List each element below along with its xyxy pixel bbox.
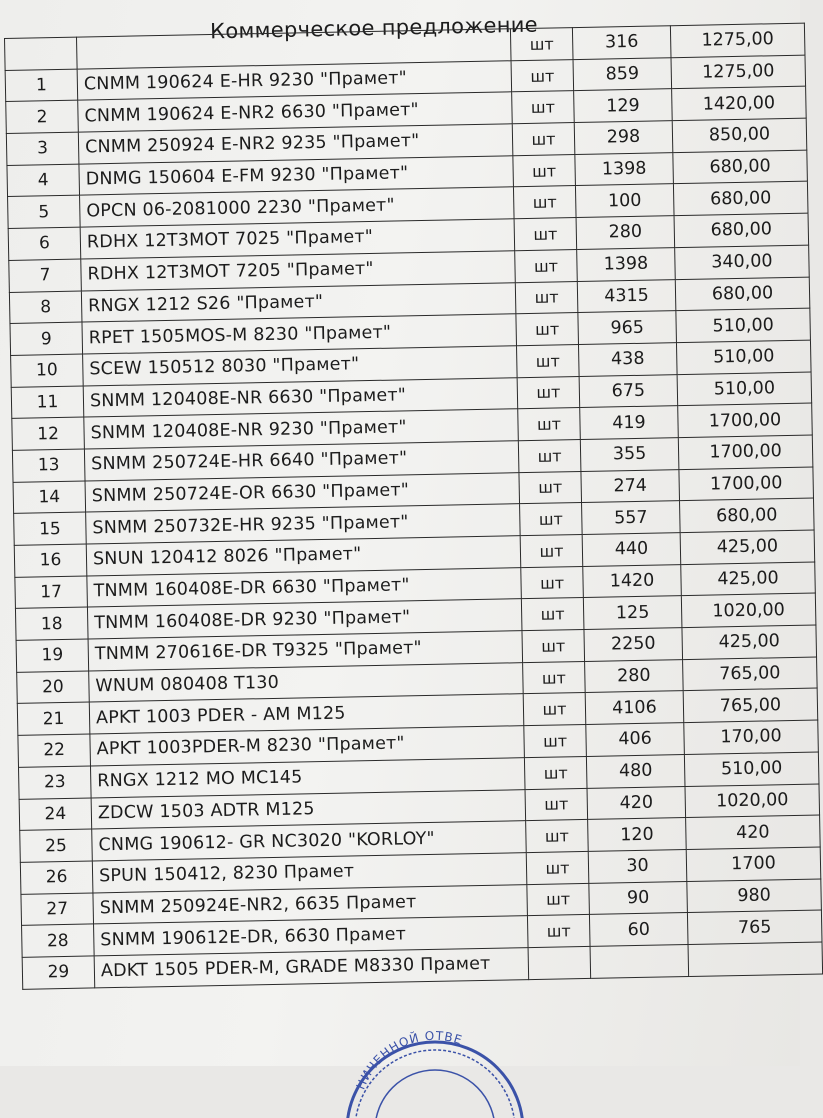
row-number: 15 [14, 512, 87, 545]
quantity-cell: 60 [589, 913, 688, 947]
unit-cell: шт [524, 756, 587, 789]
product-name: RDHX 12T3MOT 7025 "Прамет" [80, 219, 515, 259]
product-name: SNMM 250732E-HR 9235 "Прамет" [86, 504, 521, 544]
row-number: 12 [12, 417, 85, 450]
product-name: SPUN 150412, 8230 Прамет [92, 852, 527, 892]
quantity-cell [590, 944, 689, 978]
unit-cell: шт [523, 661, 586, 694]
company-stamp-icon [315, 1018, 525, 1118]
product-name: SCEW 150512 8030 "Прамет" [83, 346, 518, 386]
product-name: TNMM 160408E-DR 6630 "Прамет" [87, 567, 522, 607]
price-cell: 510,00 [684, 752, 819, 786]
row-number: 4 [7, 164, 80, 197]
row-number: 11 [11, 386, 84, 419]
price-cell: 425,00 [680, 530, 815, 564]
price-cell: 1020,00 [685, 783, 820, 817]
row-number: 5 [8, 196, 81, 229]
price-cell: 510,00 [676, 340, 811, 374]
unit-cell [528, 946, 591, 979]
product-name: SNMM 120408E-NR 9230 "Прамет" [84, 409, 519, 449]
quantity-cell: 120 [588, 818, 687, 852]
row-number: 18 [15, 607, 88, 640]
unit-cell: шт [511, 59, 574, 92]
price-cell: 850,00 [672, 118, 807, 152]
unit-cell: шт [516, 344, 579, 377]
row-number [5, 37, 78, 70]
product-name: OPCN 06-2081000 2230 "Прамет" [80, 187, 515, 227]
product-name: TNMM 160408E-DR 9230 "Прамет" [87, 599, 522, 639]
row-number: 9 [10, 322, 83, 355]
quantity-cell: 859 [573, 57, 672, 91]
product-name: SNMM 250724E-OR 6630 "Прамет" [85, 472, 520, 512]
price-cell: 170,00 [684, 720, 819, 754]
price-cell: 680,00 [673, 150, 808, 184]
product-name: RNGX 1212 S26 "Прамет" [81, 282, 516, 322]
quantity-cell: 965 [578, 311, 677, 345]
product-name: WNUM 080408 T130 [89, 662, 524, 702]
row-number: 27 [21, 893, 94, 926]
svg-text:НИЧЕННОЙ ОТВЕ [353, 1029, 464, 1092]
unit-cell: шт [521, 566, 584, 599]
price-cell: 680,00 [675, 277, 810, 311]
quantity-cell: 125 [583, 596, 682, 630]
quantity-cell: 419 [580, 406, 679, 440]
price-cell: 680,00 [673, 182, 808, 216]
row-number: 13 [12, 449, 85, 482]
product-name: APKT 1003PDER-M 8230 "Прамет" [90, 726, 525, 766]
unit-cell: шт [527, 915, 590, 948]
quantity-cell: 1420 [583, 564, 682, 598]
unit-cell: шт [526, 851, 589, 884]
quantity-cell: 440 [582, 533, 681, 567]
unit-cell: шт [512, 123, 575, 156]
unit-cell: шт [527, 883, 590, 916]
row-number: 26 [20, 861, 93, 894]
price-cell: 425,00 [682, 625, 817, 659]
row-number: 23 [19, 766, 92, 799]
quantity-cell: 280 [585, 659, 684, 693]
product-name: CNMM 190624 E-HR 9230 "Прамет" [77, 60, 512, 100]
row-number: 16 [14, 544, 87, 577]
quantity-cell: 1398 [575, 152, 674, 186]
quantity-cell: 675 [579, 374, 678, 408]
quantity-cell: 100 [575, 184, 674, 218]
row-number: 21 [17, 702, 90, 735]
row-number: 29 [22, 956, 95, 989]
quantity-cell: 438 [578, 343, 677, 377]
unit-cell: шт [524, 725, 587, 758]
price-cell: 340,00 [675, 245, 810, 279]
price-cell: 1700 [686, 847, 821, 881]
unit-cell: шт [526, 820, 589, 853]
row-number: 24 [19, 797, 92, 830]
price-cell: 1275,00 [670, 23, 805, 57]
price-cell [688, 942, 823, 976]
row-number: 17 [15, 576, 88, 609]
quantity-cell: 274 [581, 469, 680, 503]
quantity-cell: 1398 [577, 247, 676, 281]
row-number: 7 [9, 259, 82, 292]
unit-cell: шт [516, 313, 579, 346]
product-name: ZDCW 1503 ADTR M125 [91, 789, 526, 829]
quantity-cell: 4315 [577, 279, 676, 313]
unit-cell: шт [521, 598, 584, 631]
unit-cell: шт [520, 534, 583, 567]
row-number: 8 [9, 291, 82, 324]
unit-cell: шт [525, 788, 588, 821]
unit-cell: шт [523, 693, 586, 726]
product-name: RPET 1505MOS-M 8230 "Прамет" [82, 314, 517, 354]
offer-table-wrapper [4, 23, 822, 990]
unit-cell: шт [512, 91, 575, 124]
unit-cell: шт [520, 503, 583, 536]
product-name: SNMM 120408E-NR 6630 "Прамет" [83, 377, 518, 417]
price-cell: 1700,00 [678, 435, 813, 469]
unit-cell: шт [514, 218, 577, 251]
product-name: ADKT 1505 PDER-M, GRADE M8330 Прамет [94, 948, 529, 988]
product-name: TNMM 270616E-DR T9325 "Прамет" [88, 631, 523, 671]
product-name: CNMM 250924 E-NR2 9235 "Прамет" [78, 124, 513, 164]
quantity-cell: 30 [588, 849, 687, 883]
document-title: Коммерческое предложение [209, 12, 539, 44]
row-number: 28 [22, 924, 95, 957]
quantity-cell: 557 [582, 501, 681, 535]
unit-cell: шт [510, 28, 573, 61]
product-name: RNGX 1212 MO MC145 [90, 757, 525, 797]
unit-cell: шт [513, 154, 576, 187]
price-cell: 425,00 [681, 562, 816, 596]
price-cell: 1020,00 [681, 593, 816, 627]
product-name: SNMM 250924E-NR2, 6635 Прамет [93, 884, 528, 924]
product-name: SNMM 250724E-HR 6640 "Прамет" [84, 441, 519, 481]
price-cell: 680,00 [674, 213, 809, 247]
row-number: 25 [20, 829, 93, 862]
product-name: DNMG 150604 E-FM 9230 "Прамет" [79, 156, 514, 196]
quantity-cell: 355 [580, 438, 679, 472]
unit-cell: шт [519, 471, 582, 504]
unit-cell: шт [515, 249, 578, 282]
row-number: 3 [6, 132, 79, 165]
quantity-cell: 90 [589, 881, 688, 915]
unit-cell: шт [517, 376, 580, 409]
row-number: 1 [5, 69, 78, 102]
stamp-text: НИЧЕННОЙ ОТВЕ [353, 1028, 465, 1092]
quantity-cell: 406 [586, 723, 685, 757]
quantity-cell: 480 [586, 754, 685, 788]
price-cell: 765 [687, 910, 822, 944]
product-name: SNMM 190612E-DR, 6630 Прамет [94, 916, 529, 956]
product-name: CNMM 190624 E-NR2 6630 "Прамет" [78, 92, 513, 132]
unit-cell: шт [518, 439, 581, 472]
quantity-cell: 420 [587, 786, 686, 820]
price-cell: 980 [687, 879, 822, 913]
quantity-cell: 280 [576, 216, 675, 250]
price-cell: 1420,00 [672, 86, 807, 120]
unit-cell: шт [515, 281, 578, 314]
unit-cell: шт [513, 186, 576, 219]
product-name: APKT 1003 PDER - AM M125 [89, 694, 524, 734]
offer-table-body [5, 23, 823, 989]
row-number: 2 [6, 100, 79, 133]
row-number: 20 [17, 671, 90, 704]
quantity-cell: 316 [572, 26, 671, 60]
price-cell: 765,00 [683, 657, 818, 691]
price-cell: 680,00 [680, 498, 815, 532]
quantity-cell: 129 [574, 89, 673, 123]
price-cell: 765,00 [683, 688, 818, 722]
quantity-cell: 4106 [585, 691, 684, 725]
row-number: 10 [11, 354, 84, 387]
price-cell: 1700,00 [679, 467, 814, 501]
offer-table [4, 23, 823, 990]
unit-cell: шт [518, 408, 581, 441]
row-number: 6 [8, 227, 81, 260]
product-name: RDHX 12T3MOT 7205 "Прамет" [81, 251, 516, 291]
product-name: SNUN 120412 8026 "Прамет" [86, 536, 521, 576]
quantity-cell: 2250 [584, 628, 683, 662]
price-cell: 420 [686, 815, 821, 849]
price-cell: 1700,00 [678, 403, 813, 437]
price-cell: 510,00 [677, 372, 812, 406]
row-number: 19 [16, 639, 89, 672]
price-cell: 1275,00 [671, 55, 806, 89]
row-number: 22 [18, 734, 91, 767]
price-cell: 510,00 [676, 308, 811, 342]
unit-cell: шт [522, 630, 585, 663]
product-name: CNMG 190612- GR NC3020 "KORLOY" [92, 821, 527, 861]
row-number: 14 [13, 481, 86, 514]
quantity-cell: 298 [574, 121, 673, 155]
